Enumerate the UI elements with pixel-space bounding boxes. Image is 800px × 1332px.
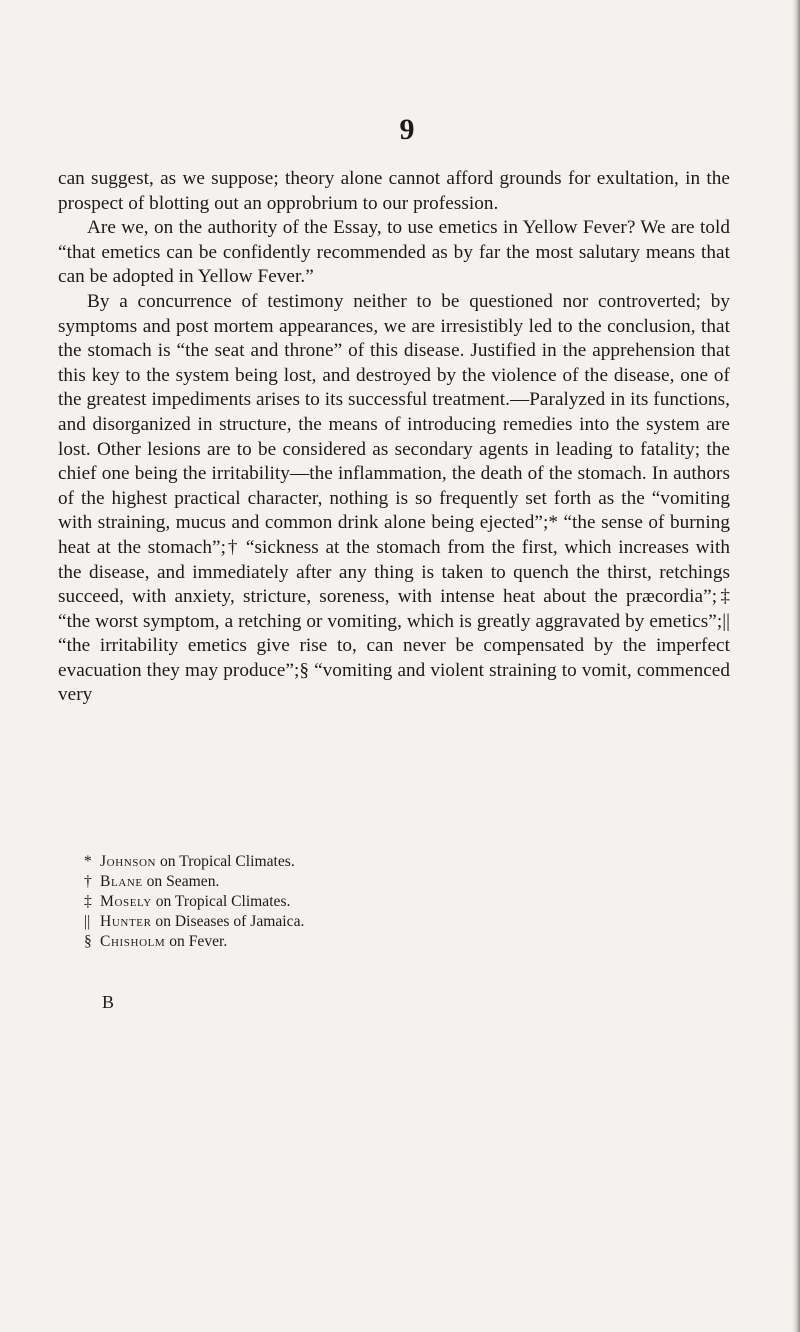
paragraph-1: can suggest, as we suppose; theory alone cannot afford grounds for exultation, in the prospect of blotting out an opprobrium to our profession.	[58, 168, 730, 214]
footnote-mark: †	[84, 873, 92, 890]
footnote-mark: ‡	[84, 893, 92, 910]
footnote-mark: ||	[84, 913, 91, 930]
footnote-blane	[84, 872, 724, 892]
page-number: 9	[399, 113, 415, 146]
footnote-author: Blane	[100, 873, 143, 890]
page-edge-shadow	[792, 0, 800, 1332]
footnote-mark: *	[84, 853, 92, 870]
footnote-mark: §	[84, 933, 92, 950]
paragraph-3: By a concurrence of testimony neither to be questioned nor controverted; by symptoms and post mortem appearances, we are irresistibly led to the conclusion, that the stomach is “the seat and throne” of this disease. Justified in the apprehension that this key to the system being lost, and destroyed by the violence of the disease, one of the greatest impediments arises to its successful treatment.—Paralyzed in its functions, and disorganized in structure, the means of introducing remedies into the system are lost. Other lesions are to be considered as secondary agents in leading to fatality; the chief one being the irritability—the inflammation, the death of the stomach. In authors of the highest practical character, nothing is so frequently set forth as the “vomiting with straining, mucus and common drink alone being ejected”;* “the sense of burning heat at the stomach”;† “sickness at the stomach from the first, which increases with the disease, and immediately after any thing is taken to quench the thirst, retchings succeed, with anxiety, stricture, soreness, with intense heat about the præcordia”;‡ “the worst symptom, a retching or vomiting, which is greatly aggravated by emetics”;|| “the irritability emetics give rise to, can never be compensated by the imperfect evacuation they may produce”;§ “vomiting and violent straining to vomit, commenced very	[58, 290, 730, 706]
footnote-author: Chisholm	[100, 933, 166, 950]
main-text	[58, 167, 730, 708]
footnote-title: on Tropical Climates.	[151, 893, 291, 910]
paragraph-2: Are we, on the authority of the Essay, to use emetics in Yellow Fever? We are told “that emetics can be confidently recommended as by far the most salutary means that can be adopted in Yellow Fever.”	[58, 217, 730, 288]
footnotes	[84, 852, 724, 952]
footnote-mosely	[84, 892, 724, 912]
footnote-title: on Diseases of Jamaica.	[151, 913, 305, 930]
footnote-author: Johnson	[100, 853, 157, 870]
footnote-author: Hunter	[100, 913, 152, 930]
footnote-johnson	[84, 852, 724, 872]
footnote-author: Mosely	[100, 893, 152, 910]
signature-mark: B	[102, 992, 115, 1012]
footnote-chisholm	[84, 932, 724, 952]
footnote-title: on Seamen.	[142, 873, 220, 890]
footnote-title: on Fever.	[165, 933, 228, 950]
footnote-title: on Tropical Climates.	[156, 853, 295, 870]
footnote-hunter	[84, 912, 724, 932]
